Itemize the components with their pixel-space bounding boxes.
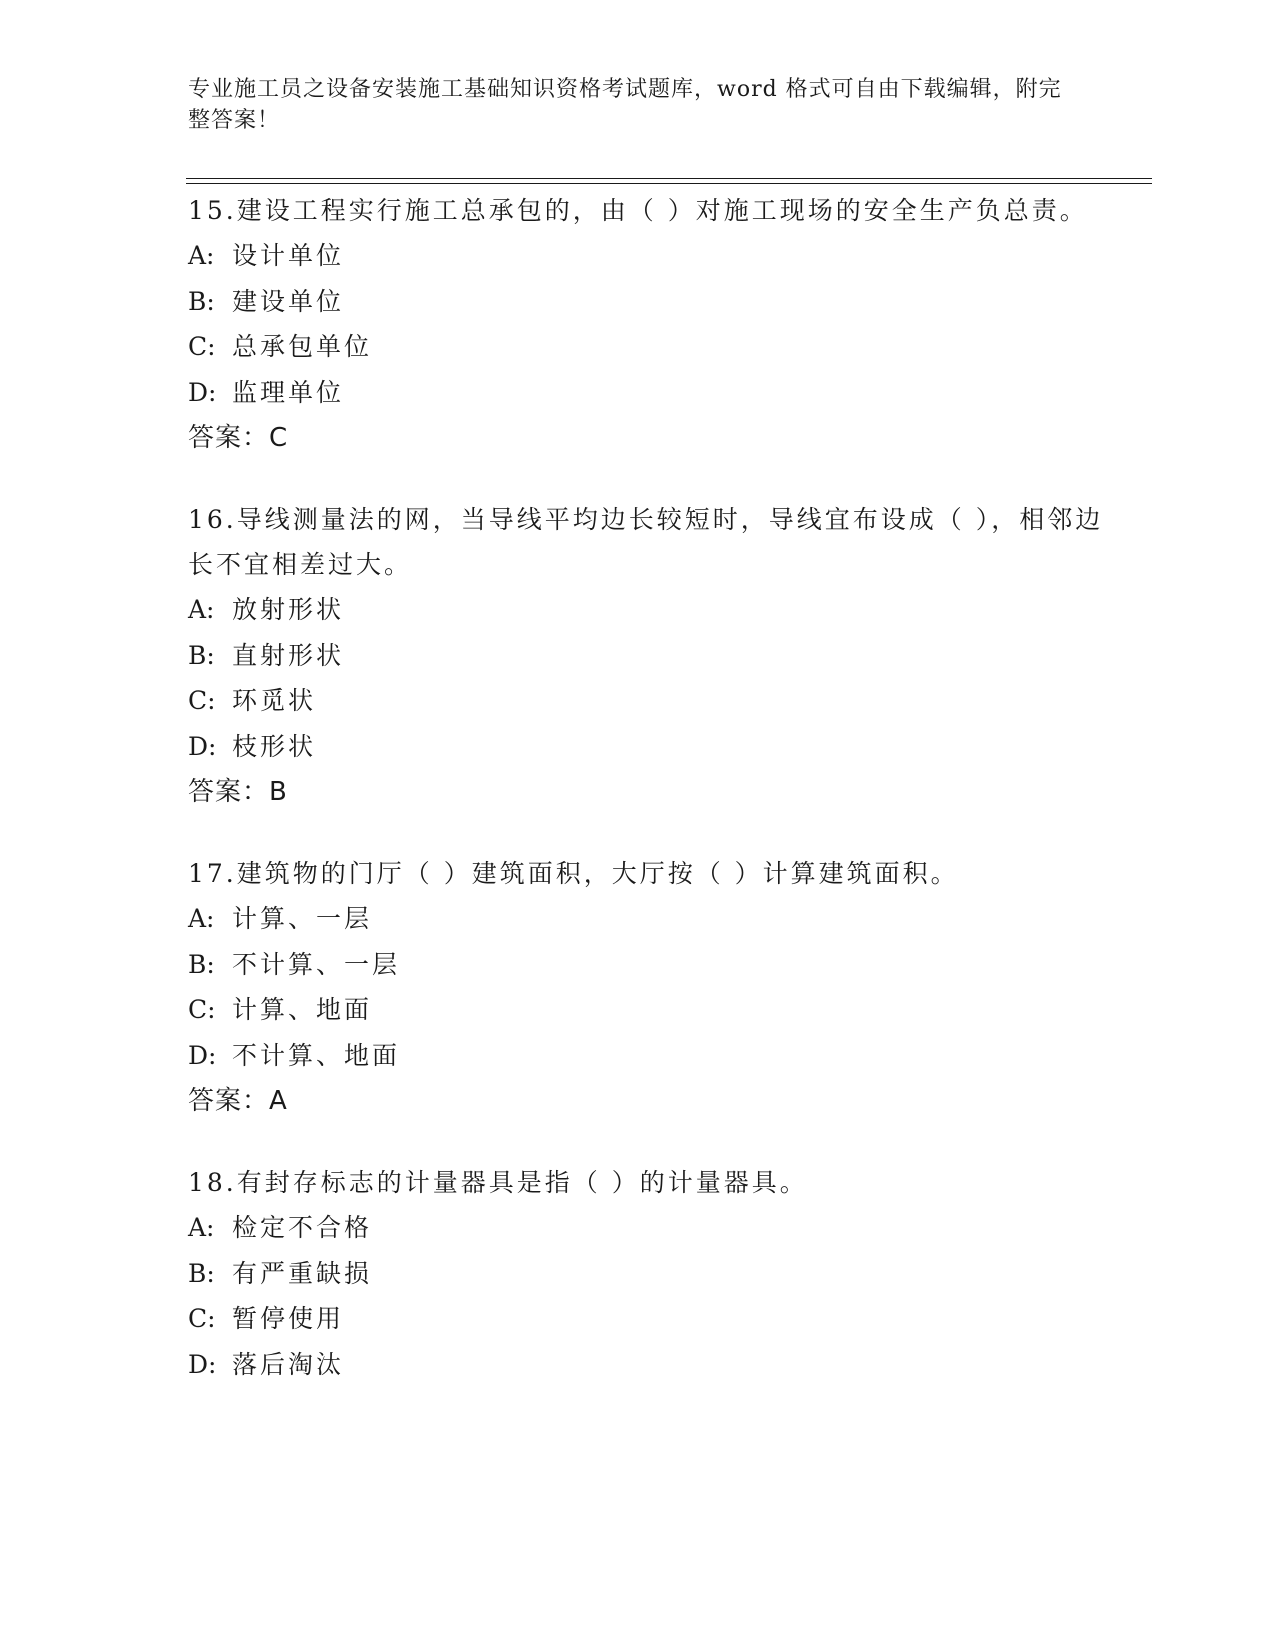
option-b	[188, 942, 1108, 988]
option-text: 放射形状	[232, 595, 345, 624]
option-b	[188, 633, 1108, 679]
option-text: 不计算、地面	[232, 1040, 401, 1070]
option-text: 直射形状	[232, 640, 345, 670]
option-letter: B:	[188, 949, 215, 979]
option-letter: A:	[188, 904, 215, 933]
question-stem: 16.导线测量法的网，当导线平均边长较短时，导线宜布设成（ ），相邻边长不宜相差过大。	[188, 505, 1104, 579]
option-letter: B:	[188, 1258, 215, 1288]
option-text: 建设单位	[232, 286, 345, 316]
question-18	[188, 1160, 1108, 1387]
option-a	[188, 587, 1108, 633]
answer-line: 答案：B	[188, 777, 288, 807]
option-c	[188, 987, 1108, 1033]
question-16	[188, 497, 1108, 815]
option-text: 有严重缺损	[232, 1258, 373, 1288]
option-b	[188, 1251, 1108, 1297]
option-d	[188, 370, 1108, 416]
option-text: 环觅状	[232, 686, 317, 715]
option-letter: C:	[188, 686, 216, 715]
option-a	[188, 896, 1108, 942]
option-text: 计算、地面	[232, 995, 373, 1024]
answer-line: 答案：C	[188, 423, 289, 453]
answer-line: 答案：A	[188, 1086, 288, 1116]
option-text: 落后淘汰	[232, 1349, 345, 1379]
option-a	[188, 1205, 1108, 1251]
option-text: 监理单位	[232, 377, 345, 407]
question-15	[188, 188, 1108, 461]
option-text: 枝形状	[232, 731, 317, 761]
question-17	[188, 851, 1108, 1124]
option-text: 总承包单位	[232, 332, 373, 361]
option-letter: D:	[188, 1040, 217, 1070]
option-d	[188, 724, 1108, 770]
option-text: 计算、一层	[232, 904, 373, 933]
option-c	[188, 1296, 1108, 1342]
question-list	[188, 188, 1108, 1423]
header-rule-top	[186, 178, 1152, 179]
option-letter: D:	[188, 377, 217, 407]
option-d	[188, 1342, 1108, 1388]
option-d	[188, 1033, 1108, 1079]
option-letter: D:	[188, 731, 217, 761]
question-stem: 15.建设工程实行施工总承包的，由（ ）对施工现场的安全生产负总责。	[188, 196, 1088, 225]
option-letter: A:	[188, 241, 215, 270]
option-letter: C:	[188, 332, 216, 361]
option-letter: A:	[188, 595, 215, 624]
question-stem: 17.建筑物的门厅（ ）建筑面积，大厅按（ ）计算建筑面积。	[188, 859, 959, 888]
option-letter: C:	[188, 1304, 216, 1333]
option-text: 检定不合格	[232, 1213, 373, 1242]
option-letter: B:	[188, 640, 215, 670]
option-letter: A:	[188, 1213, 215, 1242]
header-rule-bottom	[186, 183, 1152, 184]
option-c	[188, 324, 1108, 370]
option-letter: D:	[188, 1349, 217, 1379]
question-stem: 18.有封存标志的计量器具是指（ ）的计量器具。	[188, 1168, 808, 1197]
option-a	[188, 233, 1108, 279]
option-letter: C:	[188, 995, 216, 1024]
document-header: 专业施工员之设备安装施工基础知识资格考试题库，word 格式可自由下载编辑，附完整答案！	[188, 77, 1062, 133]
option-text: 暂停使用	[232, 1304, 345, 1333]
option-text: 设计单位	[232, 241, 345, 270]
option-text: 不计算、一层	[232, 949, 401, 979]
option-letter: B:	[188, 286, 215, 316]
option-c	[188, 678, 1108, 724]
option-b	[188, 279, 1108, 325]
